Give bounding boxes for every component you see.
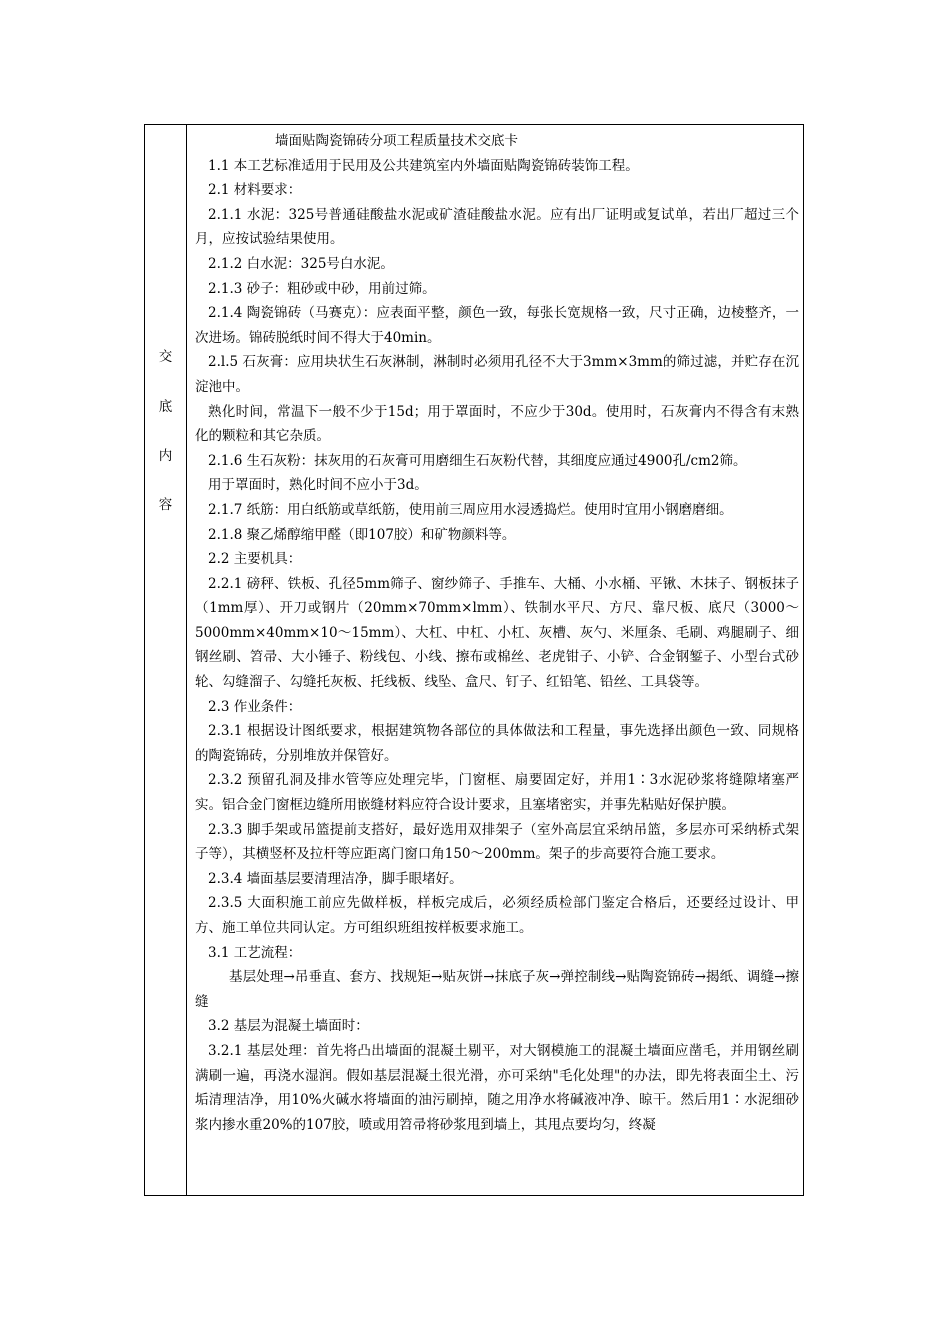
paragraph: 2.1.7 纸筋：用白纸筋或草纸筋，使用前三周应用水浸透捣烂。使用时宜用小钢磨磨细。	[208, 501, 733, 518]
paragraph: 熟化时间，常温下一般不少于15d；用于罩面时，不应少于30d。使用时，石灰膏内不得含有末熟化的颗粒和其它杂质。	[195, 403, 799, 445]
paragraph: 3.1 工艺流程：	[208, 944, 302, 961]
paragraph: 2.1.3 砂子：粗砂或中砂，用前过筛。	[208, 280, 436, 297]
paragraph: 2.1.2 白水泥：325号白水泥。	[208, 255, 394, 272]
paragraph: 2.3 作业条件：	[208, 698, 302, 715]
paragraph: 2.3.2 预留孔洞及排水管等应处理完毕，门窗框、扇要固定好，并用1∶3水泥砂浆将缝隙堵塞严实。铝合金门窗框边缝所用嵌缝材料应符合设计要求，且塞堵密实，并事先粘贴好保护膜。	[195, 772, 799, 814]
section-label-char: 交	[158, 349, 173, 365]
paragraph: 2.1.1 水泥：325号普通硅酸盐水泥或矿渣硅酸盐水泥。应有出厂证明或复试单，若出厂超过三个月，应按试验结果使用。	[195, 206, 799, 248]
document-title: 墙面贴陶瓷锦砖分项工程质量技术交底卡	[275, 133, 518, 149]
content-cell	[195, 129, 799, 1137]
paragraph: 用于罩面时，熟化时间不应小于3d。	[208, 477, 428, 494]
paragraph: 2.3.5 大面积施工前应先做样板，样板完成后，必须经质检部门鉴定合格后，还要经过设计、甲方、施工单位共同认定。方可组织班组按样板要求施工。	[195, 895, 799, 936]
paragraph: 3.2 基层为混凝土墙面时：	[208, 1018, 369, 1035]
section-label-char: 内	[158, 448, 173, 464]
paragraph: 2.2 主要机具：	[208, 551, 302, 568]
handover-table	[144, 124, 804, 1196]
paragraph: 3.2.1 基层处理：首先将凸出墙面的混凝土剔平，对大钢模施工的混凝土墙面应凿毛，并用钢丝刷满刷一遍，再浇水湿润。假如基层混凝土很光滑，亦可采纳"毛化处理"的办法，即先将表面尘土、污垢清理洁净，用10%火碱水将墙面的油污刷掉，随之用净水将碱液冲净、晾干。然后用1∶水泥细砂浆内掺水重20%的107胶，喷或用笤帚将砂浆甩到墙上，其甩点要均匀，终凝	[195, 1042, 799, 1133]
paragraph: 2.1 材料要求：	[208, 182, 302, 199]
paragraph: 2.3.3 脚手架或吊篮提前支搭好，最好选用双排架子（室外高层宜采纳吊篮，多层亦可采纳桥式架子等），其横竖杯及拉杆等应距离门窗口角150～200mm。架子的步高要符合施工要求。	[195, 821, 799, 863]
section-label-cell	[145, 125, 187, 1195]
section-label-char: 容	[158, 497, 173, 513]
paragraph: 2.3.4 墙面基层要清理洁净，脚手眼堵好。	[208, 870, 463, 887]
paragraph: 2.1.8 聚乙烯醇缩甲醛（即107胶）和矿物颜料等。	[208, 526, 516, 543]
section-label-char: 底	[158, 399, 173, 415]
paragraph: 2.3.1 根据设计图纸要求，根据建筑物各部位的具体做法和工程量，事先选择出颜色一致、同规格的陶瓷锦砖，分别堆放并保管好。	[195, 723, 799, 764]
paragraph: 2.l.5 石灰膏：应用块状生石灰淋制，淋制时必须用孔径不大于3mm×3mm的筛过滤，并贮存在沉淀池中。	[195, 354, 799, 395]
paragraph: 1.1 本工艺标准适用于民用及公共建筑室内外墙面贴陶瓷锦砖装饰工程。	[208, 157, 639, 174]
paragraph: 基层处理→吊垂直、套方、找规矩→贴灰饼→抹底子灰→弹控制线→贴陶瓷锦砖→揭纸、调缝→擦缝	[195, 969, 799, 1010]
paragraph: 2.1.6 生石灰粉：抹灰用的石灰膏可用磨细生石灰粉代替，其细度应通过4900孔/cm2筛。	[208, 452, 747, 469]
paragraph: 2.1.4 陶瓷锦砖（马赛克）：应表面平整，颜色一致，每张长宽规格一致，尺寸正确，边棱整齐，一次进场。锦砖脱纸时间不得大于40min。	[195, 305, 799, 346]
paragraph: 2.2.1 磅秤、铁板、孔径5mm筛子、窗纱筛子、手推车、大桶、小水桶、平锹、木抹子、钢板抹子（1mm厚）、开刀或钢片（20mm×70mm×lmm）、铁制水平尺、方尺、靠尺板、底尺（3000～5000mm×40mm×10～15mm）、大杠、中杠、小杠、灰槽、灰勺、米厘条、毛刷、鸡腿刷子、细钢丝刷、笤帚、大小锤子、粉线包、小线、擦布或棉丝、老虎钳子、小铲、合金钢錾子、小型台式砂轮、勾缝溜子、勾缝托灰板、托线板、线坠、盒尺、钉子、红铅笔、铅丝、工具袋等。	[195, 575, 799, 691]
